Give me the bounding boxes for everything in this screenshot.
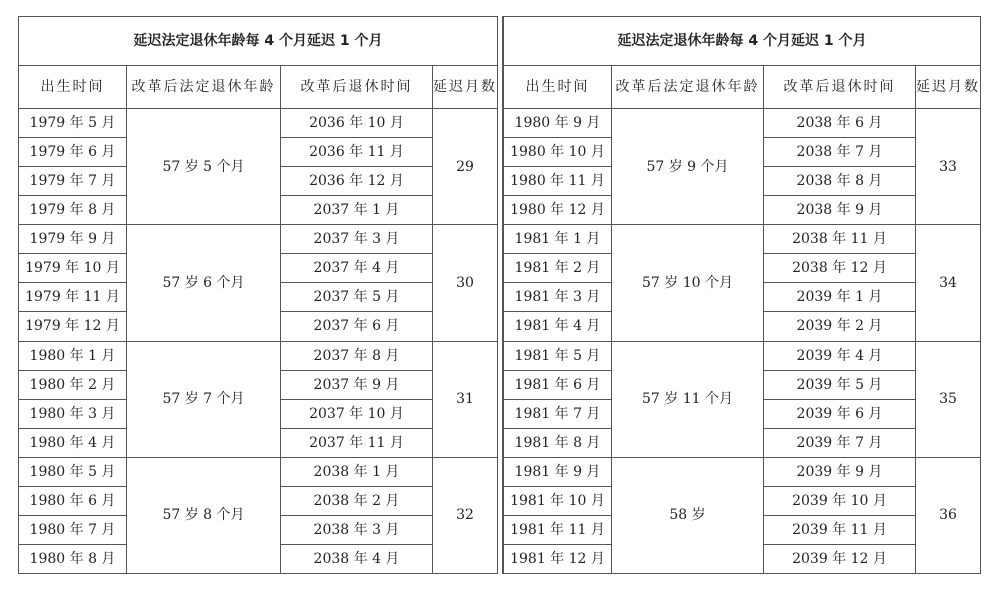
retirement-time-cell: 2038 年 7 月: [764, 138, 916, 167]
birth-time-cell: 1981 年 9 月: [504, 457, 612, 486]
retirement-time-cell: 2038 年 11 月: [764, 225, 916, 254]
retirement-time-cell: 2038 年 4 月: [281, 544, 433, 573]
birth-time-cell: 1981 年 6 月: [504, 370, 612, 399]
birth-time-cell: 1979 年 7 月: [19, 167, 127, 196]
delay-months-cell: 30: [433, 225, 498, 341]
table-row: [19, 225, 498, 254]
birth-time-cell: 1979 年 5 月: [19, 109, 127, 138]
birth-time-cell: 1981 年 4 月: [504, 312, 612, 341]
retirement-time-cell: 2038 年 3 月: [281, 515, 433, 544]
header-delay-months: 延迟月数: [433, 66, 498, 109]
delay-months-cell: 32: [433, 457, 498, 573]
table-title: 延迟法定退休年龄每 4 个月延迟 1 个月: [19, 17, 498, 66]
birth-time-cell: 1981 年 1 月: [504, 225, 612, 254]
delay-months-cell: 36: [916, 457, 981, 573]
retirement-time-cell: 2039 年 1 月: [764, 283, 916, 312]
retirement-time-cell: 2039 年 7 月: [764, 428, 916, 457]
delay-months-cell: 35: [916, 341, 981, 457]
retirement-time-cell: 2039 年 12 月: [764, 544, 916, 573]
table-row: [504, 225, 981, 254]
retirement-age-cell: 57 岁 5 个月: [127, 109, 281, 225]
delay-months-cell: 33: [916, 109, 981, 225]
retirement-time-cell: 2038 年 12 月: [764, 254, 916, 283]
retirement-time-cell: 2039 年 4 月: [764, 341, 916, 370]
retirement-age-cell: 57 岁 11 个月: [612, 341, 764, 457]
birth-time-cell: 1981 年 3 月: [504, 283, 612, 312]
birth-time-cell: 1980 年 5 月: [19, 457, 127, 486]
table-title-row: [19, 17, 498, 66]
birth-time-cell: 1980 年 4 月: [19, 428, 127, 457]
retirement-time-cell: 2039 年 2 月: [764, 312, 916, 341]
table-row: [504, 341, 981, 370]
retirement-age-cell: 57 岁 7 个月: [127, 341, 281, 457]
header-birth-time: 出生时间: [19, 66, 127, 109]
table-header-row: [504, 66, 981, 109]
retirement-table: [503, 16, 981, 574]
retirement-time-cell: 2037 年 6 月: [281, 312, 433, 341]
retirement-time-cell: 2038 年 1 月: [281, 457, 433, 486]
retirement-age-cell: 58 岁: [612, 457, 764, 573]
birth-time-cell: 1979 年 8 月: [19, 196, 127, 225]
table-row: [19, 341, 498, 370]
retirement-time-cell: 2037 年 10 月: [281, 399, 433, 428]
retirement-time-cell: 2039 年 10 月: [764, 486, 916, 515]
retirement-table-left: [18, 16, 497, 574]
birth-time-cell: 1980 年 7 月: [19, 515, 127, 544]
retirement-age-cell: 57 岁 8 个月: [127, 457, 281, 573]
delay-months-cell: 34: [916, 225, 981, 341]
retirement-time-cell: 2037 年 11 月: [281, 428, 433, 457]
retirement-time-cell: 2037 年 5 月: [281, 283, 433, 312]
table-header-row: [19, 66, 498, 109]
retirement-time-cell: 2039 年 11 月: [764, 515, 916, 544]
birth-time-cell: 1979 年 12 月: [19, 312, 127, 341]
birth-time-cell: 1979 年 10 月: [19, 254, 127, 283]
birth-time-cell: 1981 年 11 月: [504, 515, 612, 544]
retirement-time-cell: 2038 年 8 月: [764, 167, 916, 196]
delay-months-cell: 31: [433, 341, 498, 457]
retirement-age-cell: 57 岁 9 个月: [612, 109, 764, 225]
retirement-time-cell: 2038 年 2 月: [281, 486, 433, 515]
retirement-time-cell: 2038 年 6 月: [764, 109, 916, 138]
retirement-time-cell: 2036 年 10 月: [281, 109, 433, 138]
birth-time-cell: 1981 年 12 月: [504, 544, 612, 573]
header-delay-months: 延迟月数: [916, 66, 981, 109]
retirement-age-cell: 57 岁 6 个月: [127, 225, 281, 341]
header-retirement-age: 改革后法定退休年龄: [612, 66, 764, 109]
retirement-time-cell: 2039 年 5 月: [764, 370, 916, 399]
retirement-time-cell: 2037 年 3 月: [281, 225, 433, 254]
table-row: [504, 109, 981, 138]
birth-time-cell: 1980 年 10 月: [504, 138, 612, 167]
header-retirement-time: 改革后退休时间: [281, 66, 433, 109]
birth-time-cell: 1979 年 6 月: [19, 138, 127, 167]
retirement-time-cell: 2036 年 12 月: [281, 167, 433, 196]
retirement-time-cell: 2038 年 9 月: [764, 196, 916, 225]
birth-time-cell: 1981 年 8 月: [504, 428, 612, 457]
header-retirement-time: 改革后退休时间: [764, 66, 916, 109]
retirement-table-right: [503, 16, 980, 574]
header-retirement-age: 改革后法定退休年龄: [127, 66, 281, 109]
header-birth-time: 出生时间: [504, 66, 612, 109]
birth-time-cell: 1980 年 1 月: [19, 341, 127, 370]
birth-time-cell: 1981 年 7 月: [504, 399, 612, 428]
birth-time-cell: 1980 年 9 月: [504, 109, 612, 138]
retirement-time-cell: 2039 年 9 月: [764, 457, 916, 486]
retirement-time-cell: 2037 年 8 月: [281, 341, 433, 370]
birth-time-cell: 1980 年 2 月: [19, 370, 127, 399]
table-title: 延迟法定退休年龄每 4 个月延迟 1 个月: [504, 17, 981, 66]
birth-time-cell: 1981 年 5 月: [504, 341, 612, 370]
birth-time-cell: 1980 年 12 月: [504, 196, 612, 225]
retirement-time-cell: 2037 年 4 月: [281, 254, 433, 283]
birth-time-cell: 1979 年 11 月: [19, 283, 127, 312]
table-row: [19, 457, 498, 486]
retirement-time-cell: 2037 年 9 月: [281, 370, 433, 399]
table-row: [19, 109, 498, 138]
birth-time-cell: 1981 年 10 月: [504, 486, 612, 515]
table-row: [504, 457, 981, 486]
retirement-table: [18, 16, 498, 574]
birth-time-cell: 1979 年 9 月: [19, 225, 127, 254]
birth-time-cell: 1980 年 6 月: [19, 486, 127, 515]
table-title-row: [504, 17, 981, 66]
retirement-time-cell: 2039 年 6 月: [764, 399, 916, 428]
birth-time-cell: 1980 年 8 月: [19, 544, 127, 573]
birth-time-cell: 1980 年 11 月: [504, 167, 612, 196]
birth-time-cell: 1981 年 2 月: [504, 254, 612, 283]
birth-time-cell: 1980 年 3 月: [19, 399, 127, 428]
delay-months-cell: 29: [433, 109, 498, 225]
retirement-age-cell: 57 岁 10 个月: [612, 225, 764, 341]
retirement-time-cell: 2037 年 1 月: [281, 196, 433, 225]
retirement-time-cell: 2036 年 11 月: [281, 138, 433, 167]
